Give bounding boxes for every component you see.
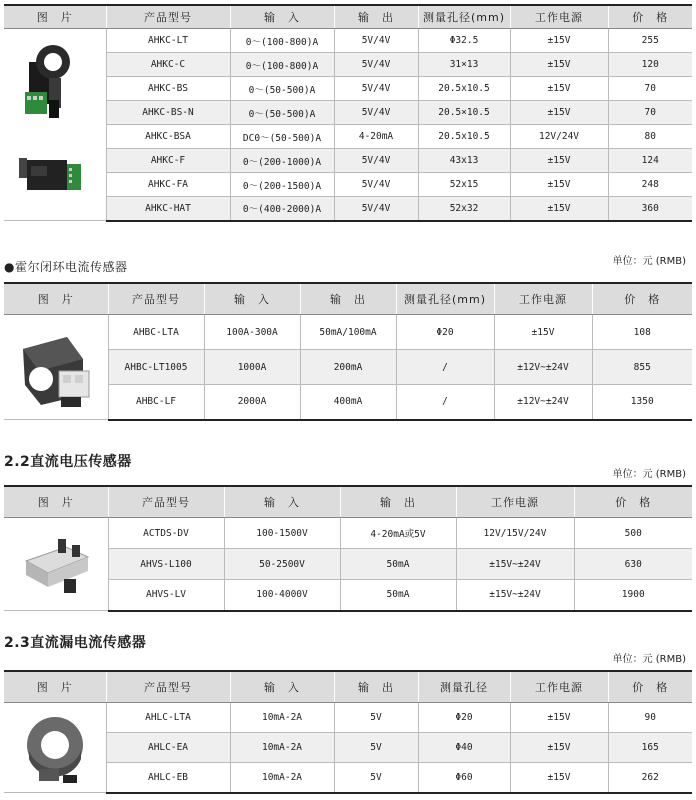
- table-cell: 124: [608, 149, 692, 173]
- table-cell: 100-4000V: [224, 580, 340, 611]
- table-cell: 0～(400-2000)A: [230, 197, 334, 221]
- table-row: [4, 518, 692, 549]
- table-row: [4, 350, 692, 385]
- table-row: [4, 549, 692, 580]
- table-cell: 50mA: [340, 549, 456, 580]
- table-cell: 1350: [592, 385, 692, 420]
- table-cell: 400mA: [300, 385, 396, 420]
- table-row: [4, 29, 692, 53]
- voltage-sensor-table: [4, 485, 692, 612]
- table-cell: ±15V: [510, 77, 608, 101]
- table-cell: 10mA-2A: [230, 703, 334, 733]
- table-cell: ±12V~±24V: [494, 385, 592, 420]
- table-cell: Φ20: [396, 315, 494, 350]
- col-header: 测量孔径(mm): [396, 283, 494, 315]
- table-cell: 50mA: [340, 580, 456, 611]
- table-row: [4, 385, 692, 420]
- table-cell: AHBC-LF: [108, 385, 204, 420]
- table-cell: 108: [592, 315, 692, 350]
- col-header: 输 出: [340, 486, 456, 518]
- table-cell: /: [396, 350, 494, 385]
- col-header: 图 片: [4, 283, 108, 315]
- open-loop-sensor-image: [15, 40, 95, 210]
- table-row: [4, 763, 692, 793]
- table-header: [4, 5, 692, 29]
- table-cell: Φ20: [418, 703, 510, 733]
- table-cell: ±15V~±24V: [456, 580, 574, 611]
- table-row: [4, 53, 692, 77]
- open-loop-table: [4, 4, 692, 222]
- table-cell: ±15V: [510, 173, 608, 197]
- table-cell: 262: [608, 763, 692, 793]
- table-cell: ±15V: [494, 315, 592, 350]
- table-cell: 248: [608, 173, 692, 197]
- table-cell: 1900: [574, 580, 692, 611]
- table-row: [4, 101, 692, 125]
- col-header: 图 片: [4, 486, 108, 518]
- table-cell: 10mA-2A: [230, 763, 334, 793]
- table-cell: 5V/4V: [334, 149, 418, 173]
- table-header: [4, 486, 692, 518]
- product-image-cell: [4, 703, 106, 793]
- table-cell: 165: [608, 733, 692, 763]
- col-header: 工作电源: [510, 5, 608, 29]
- col-header: 产品型号: [108, 283, 204, 315]
- table-cell: ±15V: [510, 29, 608, 53]
- table-header: [4, 671, 692, 703]
- table-cell: ±15V: [510, 149, 608, 173]
- table-cell: 500: [574, 518, 692, 549]
- table-header: [4, 283, 692, 315]
- table-cell: 5V/4V: [334, 29, 418, 53]
- table-cell: 855: [592, 350, 692, 385]
- table-cell: 0～(50-500)A: [230, 101, 334, 125]
- table-cell: 70: [608, 101, 692, 125]
- table-cell: 52x15: [418, 173, 510, 197]
- table-cell: ±15V: [510, 763, 608, 793]
- table-cell: 5V/4V: [334, 173, 418, 197]
- col-header: 输 入: [230, 5, 334, 29]
- table-cell: AHKC-BS-N: [106, 101, 230, 125]
- table-cell: 31×13: [418, 53, 510, 77]
- table-cell: AHLC-LTA: [106, 703, 230, 733]
- table-cell: ±15V: [510, 733, 608, 763]
- table-cell: AHLC-EB: [106, 763, 230, 793]
- table-row: [4, 125, 692, 149]
- table-cell: ±15V: [510, 101, 608, 125]
- table-cell: 5V/4V: [334, 77, 418, 101]
- table-cell: 120: [608, 53, 692, 77]
- table-cell: 200mA: [300, 350, 396, 385]
- product-image-cell: [4, 315, 108, 420]
- table-cell: 2000A: [204, 385, 300, 420]
- table-cell: AHBC-LTA: [108, 315, 204, 350]
- closed-loop-table: [4, 282, 692, 421]
- table-cell: 10mA-2A: [230, 733, 334, 763]
- table-cell: 70: [608, 77, 692, 101]
- table-cell: ACTDS-DV: [108, 518, 224, 549]
- table-cell: 255: [608, 29, 692, 53]
- table-cell: DC0～(50-500)A: [230, 125, 334, 149]
- product-image-cell: [4, 29, 106, 221]
- col-header: 产品型号: [108, 486, 224, 518]
- table-row: [4, 703, 692, 733]
- col-header: 图 片: [4, 671, 106, 703]
- table-cell: 5V/4V: [334, 197, 418, 221]
- table-cell: 630: [574, 549, 692, 580]
- col-header: 工作电源: [456, 486, 574, 518]
- table-cell: Φ32.5: [418, 29, 510, 53]
- voltage-sensor-image: [16, 521, 96, 607]
- table-cell: AHKC-BSA: [106, 125, 230, 149]
- table-cell: 0～(100-800)A: [230, 29, 334, 53]
- col-header: 输 出: [334, 671, 418, 703]
- col-header: 输 入: [230, 671, 334, 703]
- table-cell: ±15V: [510, 197, 608, 221]
- table-cell: AHKC-HAT: [106, 197, 230, 221]
- unit-label: 单位：元 (RMB): [612, 469, 686, 480]
- col-header: 价 格: [608, 671, 692, 703]
- table-cell: 20.5x10.5: [418, 125, 510, 149]
- table-cell: 100-1500V: [224, 518, 340, 549]
- col-header: 工作电源: [510, 671, 608, 703]
- section-title-closed-loop: ●霍尔闭环电流传感器: [4, 260, 128, 274]
- col-header: 输 入: [224, 486, 340, 518]
- unit-label: 单位：元 (RMB): [612, 256, 686, 267]
- table-cell: 5V: [334, 763, 418, 793]
- col-header: 产品型号: [106, 671, 230, 703]
- col-header: 工作电源: [494, 283, 592, 315]
- table-cell: AHKC-F: [106, 149, 230, 173]
- table-cell: 4-20mA或5V: [340, 518, 456, 549]
- table-cell: 12V/15V/24V: [456, 518, 574, 549]
- table-cell: AHLC-EA: [106, 733, 230, 763]
- table-cell: 0～(200-1000)A: [230, 149, 334, 173]
- table-cell: AHVS-L100: [108, 549, 224, 580]
- table-cell: 50-2500V: [224, 549, 340, 580]
- table-cell: 100A-300A: [204, 315, 300, 350]
- table-cell: ±15V~±24V: [456, 549, 574, 580]
- table-cell: ±15V: [510, 703, 608, 733]
- unit-label: 单位：元 (RMB): [612, 654, 686, 665]
- table-row: [4, 149, 692, 173]
- section-title-dc-voltage: 2.2直流电压传感器: [4, 454, 132, 470]
- table-cell: 12V/24V: [510, 125, 608, 149]
- table-cell: 20.5x10.5: [418, 77, 510, 101]
- col-header: 输 入: [204, 283, 300, 315]
- table-cell: 5V/4V: [334, 101, 418, 125]
- table-cell: Φ40: [418, 733, 510, 763]
- table-cell: AHKC-BS: [106, 77, 230, 101]
- table-cell: 5V: [334, 703, 418, 733]
- table-cell: 4-20mA: [334, 125, 418, 149]
- table-row: [4, 580, 692, 611]
- table-row: [4, 315, 692, 350]
- table-row: [4, 173, 692, 197]
- table-cell: /: [396, 385, 494, 420]
- col-header: 价 格: [592, 283, 692, 315]
- section-title-dc-leakage: 2.3直流漏电流传感器: [4, 635, 147, 651]
- table-cell: AHKC-LT: [106, 29, 230, 53]
- table-cell: AHBC-LT1005: [108, 350, 204, 385]
- col-header: 测量孔径(mm): [418, 5, 510, 29]
- table-cell: 0～(200-1500)A: [230, 173, 334, 197]
- table-cell: 43x13: [418, 149, 510, 173]
- table-cell: 360: [608, 197, 692, 221]
- col-header: 价 格: [608, 5, 692, 29]
- col-header: 测量孔径: [418, 671, 510, 703]
- table-row: [4, 77, 692, 101]
- col-header: 输 出: [300, 283, 396, 315]
- table-cell: 0～(100-800)A: [230, 53, 334, 77]
- table-cell: 20.5×10.5: [418, 101, 510, 125]
- table-row: [4, 733, 692, 763]
- table-cell: AHKC-C: [106, 53, 230, 77]
- table-cell: 5V: [334, 733, 418, 763]
- table-cell: AHVS-LV: [108, 580, 224, 611]
- table-cell: 80: [608, 125, 692, 149]
- col-header: 产品型号: [106, 5, 230, 29]
- table-cell: 5V/4V: [334, 53, 418, 77]
- table-cell: ±15V: [510, 53, 608, 77]
- col-header: 价 格: [574, 486, 692, 518]
- table-cell: ±12V~±24V: [494, 350, 592, 385]
- leakage-sensor-image: [15, 705, 95, 791]
- table-row: [4, 197, 692, 221]
- col-header: 图 片: [4, 5, 106, 29]
- table-cell: 50mA/100mA: [300, 315, 396, 350]
- col-header: 输 出: [334, 5, 418, 29]
- table-cell: AHKC-FA: [106, 173, 230, 197]
- table-cell: 52x32: [418, 197, 510, 221]
- leakage-sensor-table: [4, 670, 692, 794]
- table-cell: 1000A: [204, 350, 300, 385]
- table-cell: Φ60: [418, 763, 510, 793]
- product-image-cell: [4, 518, 108, 611]
- table-cell: 0～(50-500)A: [230, 77, 334, 101]
- table-cell: 90: [608, 703, 692, 733]
- closed-loop-sensor-image: [11, 319, 101, 415]
